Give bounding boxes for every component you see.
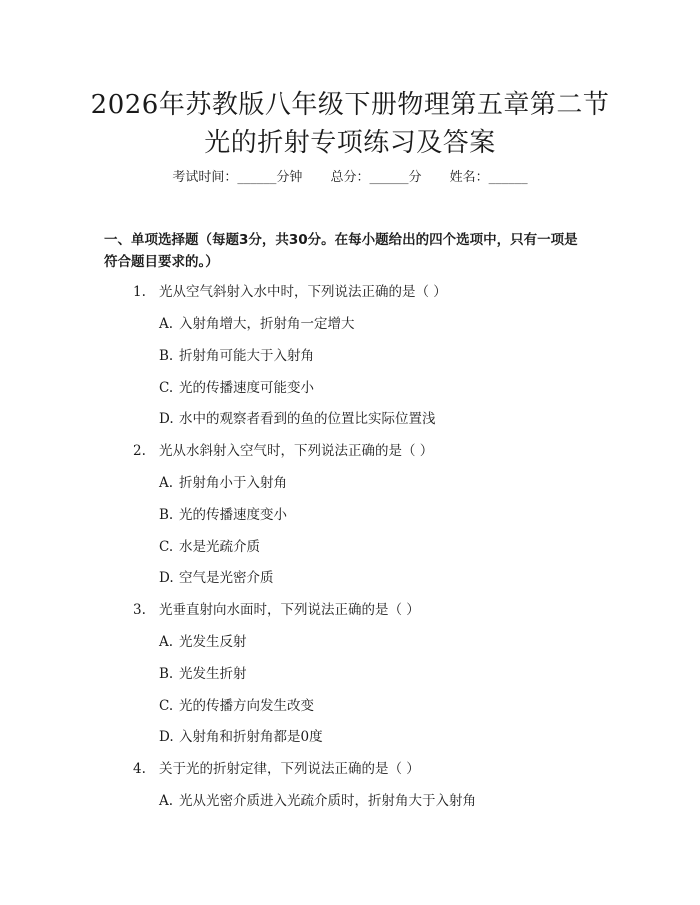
- option-text: 空气是光密介质: [179, 570, 274, 586]
- option-letter: A.: [159, 475, 174, 491]
- option-text: 光发生折射: [179, 666, 247, 682]
- answer-option: [159, 378, 619, 398]
- option-text: 折射角可能大于入射角: [179, 348, 314, 364]
- option-letter: A.: [159, 634, 174, 650]
- option-letter: D.: [159, 729, 174, 745]
- answer-option: [159, 568, 619, 588]
- option-text: 水是光疏介质: [179, 539, 260, 555]
- option-text: 光发生反射: [179, 634, 247, 650]
- answer-option: [159, 727, 619, 747]
- option-letter: A.: [159, 793, 174, 809]
- answer-option: [159, 473, 619, 493]
- exam-score-unit: 分: [408, 170, 422, 185]
- question-number: 1.: [133, 284, 146, 300]
- answer-option: [159, 409, 619, 429]
- exam-time-unit: 分钟: [276, 170, 303, 185]
- question-text: 光从空气斜射入水中时，下列说法正确的是（ ）: [159, 284, 447, 300]
- answer-option: [159, 314, 619, 334]
- exam-time-label: 考试时间：: [172, 170, 238, 185]
- exam-score-field: [330, 168, 421, 188]
- exam-score-blank: ______: [369, 170, 409, 185]
- option-letter: C.: [159, 539, 174, 555]
- document-title-line-2: 光的折射专项练习及答案: [204, 128, 496, 158]
- option-letter: A.: [159, 316, 174, 332]
- option-text: 光从光密介质进入光疏介质时，折射角大于入射角: [179, 793, 476, 809]
- option-text: 光的传播速度变小: [179, 507, 287, 523]
- exam-time-blank: ______: [237, 170, 277, 185]
- section-heading-line-2: 符合题目要求的。）: [104, 254, 219, 270]
- exam-score-label: 总分：: [330, 170, 370, 185]
- exam-name-field: [450, 168, 528, 188]
- option-letter: B.: [159, 348, 174, 364]
- answer-option: [159, 346, 619, 366]
- option-text: 光的传播方向发生改变: [179, 698, 314, 714]
- option-text: 光的传播速度可能变小: [179, 380, 314, 396]
- option-letter: D.: [159, 411, 174, 427]
- exam-info: [0, 168, 700, 188]
- answer-option: [159, 505, 619, 525]
- exam-time-field: [172, 168, 302, 188]
- section-heading-line-1: 一、单项选择题（每题3分，共30分。在每小题给出的四个选项中，只有一项是: [104, 232, 578, 248]
- question-text: 光垂直射向水面时，下列说法正确的是（ ）: [159, 602, 420, 618]
- exam-name-label: 姓名：: [449, 170, 489, 185]
- answer-option: [159, 696, 619, 716]
- question-number: 4.: [133, 761, 146, 777]
- option-text: 入射角和折射角都是0度: [179, 729, 323, 745]
- question-stem: [133, 441, 633, 461]
- answer-option: [159, 632, 619, 652]
- answer-option: [159, 537, 619, 557]
- answer-option: [159, 791, 619, 811]
- question-stem: [133, 759, 633, 779]
- option-letter: C.: [159, 380, 174, 396]
- document-title-line-1: 2026年苏教版八年级下册物理第五章第二节: [90, 90, 610, 120]
- question-text: 光从水斜射入空气时，下列说法正确的是（ ）: [159, 443, 434, 459]
- answer-option: [159, 664, 619, 684]
- option-text: 入射角增大，折射角一定增大: [179, 316, 355, 332]
- exam-name-blank: ______: [488, 170, 528, 185]
- question-number: 2.: [133, 443, 146, 459]
- option-letter: B.: [159, 666, 174, 682]
- option-letter: D.: [159, 570, 174, 586]
- option-letter: B.: [159, 507, 174, 523]
- question-text: 关于光的折射定律，下列说法正确的是（ ）: [159, 761, 420, 777]
- option-text: 水中的观察者看到的鱼的位置比实际位置浅: [179, 411, 436, 427]
- option-text: 折射角小于入射角: [179, 475, 287, 491]
- question-number: 3.: [133, 602, 146, 618]
- question-stem: [133, 600, 633, 620]
- question-stem: [133, 282, 633, 302]
- option-letter: C.: [159, 698, 174, 714]
